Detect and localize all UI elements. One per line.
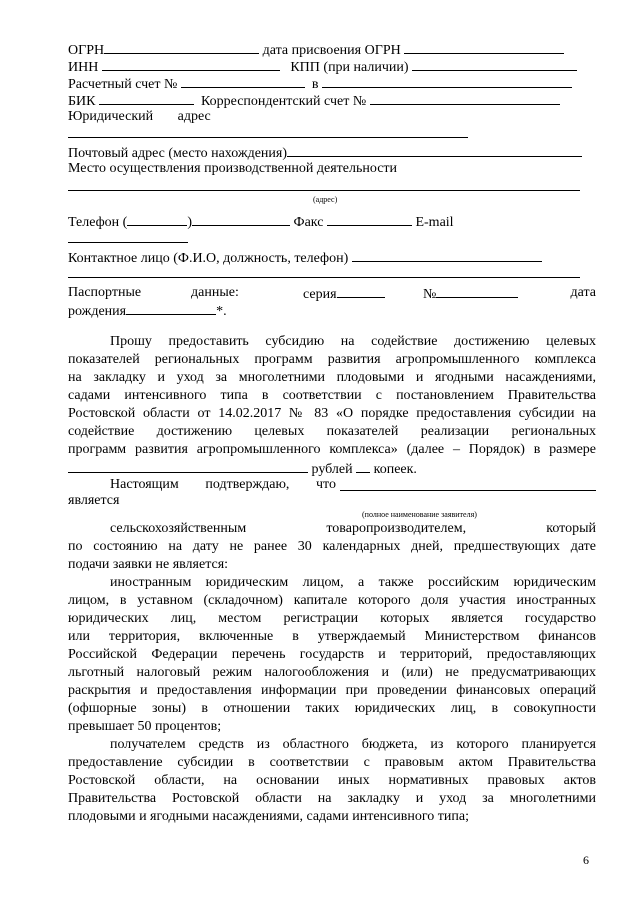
request-line: программ развития агропромышленного комплекса» (далее – Порядок) в размере: [68, 442, 596, 457]
series-field[interactable]: [337, 284, 385, 298]
corr-account-label: Корреспондентский счет №: [201, 94, 367, 109]
amount-rubles-field[interactable]: [68, 459, 308, 473]
budget-line: Правительства Ростовской области на закладку и уход за многолетними: [68, 791, 596, 806]
account-field[interactable]: [181, 74, 305, 88]
status-line: подачи заявки не является:: [68, 557, 229, 572]
email-label: E-mail: [415, 215, 454, 230]
bik-field[interactable]: [99, 91, 194, 105]
budget-line: плодовыми и ягодными насаждениями, садами интенсивного типа;: [68, 809, 469, 824]
contact-field-2[interactable]: [68, 277, 580, 278]
contact-row: [68, 248, 542, 268]
inn-label: ИНН: [68, 60, 99, 75]
applicant-name-field[interactable]: [340, 490, 596, 491]
request-line: Ростовской области от 14.02.2017 № 83 «О порядке предоставления субсидии на: [68, 406, 596, 421]
ogrn-date-field[interactable]: [404, 40, 564, 54]
legal-address-field[interactable]: [68, 137, 468, 138]
kpp-label: КПП (при наличии): [290, 60, 409, 75]
date-label: дата: [570, 285, 596, 300]
kpp-field[interactable]: [412, 57, 577, 71]
phone-field[interactable]: [192, 212, 290, 226]
bank-field[interactable]: [322, 74, 572, 88]
production-place-label: Место осуществления производственной деятельности: [68, 161, 398, 176]
is-label: является: [68, 493, 120, 508]
foreign-line: льготный налоговый режим налогообложения и (или) не предусматривающих: [68, 665, 596, 680]
birth-label: рождения: [68, 304, 127, 319]
fax-label: Факс: [293, 215, 324, 230]
request-line: Прошу предоставить субсидию на содействие достижению целевых: [110, 334, 596, 349]
request-line: на закладку и уход за многолетними плодовыми и ягодными насаждениями,: [68, 370, 596, 385]
foreign-line: превышает 50 процентов;: [68, 719, 222, 734]
phone-code-field[interactable]: [127, 212, 187, 226]
page-number: 6: [583, 853, 589, 867]
budget-line: Ростовской области, на основании иных нормативных правовых актов: [68, 773, 596, 788]
ogrn-label: ОГРН: [68, 43, 105, 58]
inn-field[interactable]: [102, 57, 280, 71]
number-field[interactable]: [436, 284, 518, 298]
fax-field[interactable]: [327, 212, 412, 226]
legal-address-label-1: Юридический: [68, 109, 154, 124]
passport-label: Паспортные: [68, 285, 142, 300]
contact-field[interactable]: [352, 248, 542, 262]
applicant-caption: (полное наименование заявителя): [362, 510, 477, 519]
ogrn-date-label: дата присвоения ОГРН: [262, 43, 401, 58]
contact-label: Контактное лицо (Ф.И.О, должность, телефон): [68, 251, 349, 266]
legal-address-row: [68, 108, 211, 126]
bik-label: БИК: [68, 94, 96, 109]
foreign-line: или территория, включенные в утверждаемый Министерством финансов: [68, 629, 596, 644]
foreign-line: раскрытия и предоставления информации при проведении финансовых операций: [68, 683, 596, 698]
budget-line: получателем средств из областного бюджета, из которого планируется: [110, 737, 596, 752]
birth-mark: *.: [216, 304, 227, 319]
confirm-label: Настоящим подтверждаю, что: [110, 477, 336, 492]
request-line: садами интенсивного типа в соответствии с постановлением Правительства: [68, 388, 596, 403]
request-line: показателей региональных программ развития агропромышленного комплекса: [68, 352, 596, 367]
foreign-line: Российской Федерации перечень государств и территорий, предоставляющих: [68, 647, 596, 662]
request-line: содействие достижению целевых показателей реализации региональных: [68, 424, 596, 439]
postal-address-label: Почтовый адрес (место нахождения): [68, 146, 287, 161]
contacts-row: [68, 212, 454, 232]
producer-line: сельскохозяйственным товаропроизводителем, который: [110, 521, 596, 536]
passport-data-label: данные:: [191, 285, 239, 300]
postal-address-field[interactable]: [287, 143, 582, 157]
number-label: №: [423, 287, 437, 302]
ogrn-field[interactable]: [104, 40, 259, 54]
address-caption: (адрес): [313, 195, 338, 204]
foreign-line: иностранным юридическим лицом, а также российским юридическим: [110, 575, 596, 590]
kopecks-label: копеек.: [373, 462, 417, 477]
birth-field[interactable]: [126, 301, 216, 315]
foreign-line: юридических лиц, местом регистрации которых является государство: [68, 611, 596, 626]
rubles-label: рублей: [311, 462, 353, 477]
phone-label: Телефон (: [68, 215, 128, 230]
account-label: Расчетный счет №: [68, 77, 178, 92]
phone-close: ): [187, 215, 193, 230]
legal-address-label-2: адрес: [177, 109, 211, 124]
birth-row: [68, 301, 227, 321]
production-place-field[interactable]: [68, 190, 580, 191]
budget-line: предоставление субсидии в соответствии с правовым актом Правительства: [68, 755, 596, 770]
bank-label: в: [311, 77, 319, 92]
series-label: серия: [303, 287, 337, 302]
email-field[interactable]: [68, 242, 188, 243]
foreign-line: лицом, в уставном (складочном) капитале которого доля участия иностранных: [68, 593, 596, 608]
amount-kopecks-field[interactable]: [356, 459, 370, 473]
corr-account-field[interactable]: [370, 91, 560, 105]
foreign-line: (офшорные зоны) в отношении таких юридических лиц, в совокупности: [68, 701, 596, 716]
status-line: по состоянию на дату не ранее 30 календарных дней, предшествующих дате: [68, 539, 596, 554]
